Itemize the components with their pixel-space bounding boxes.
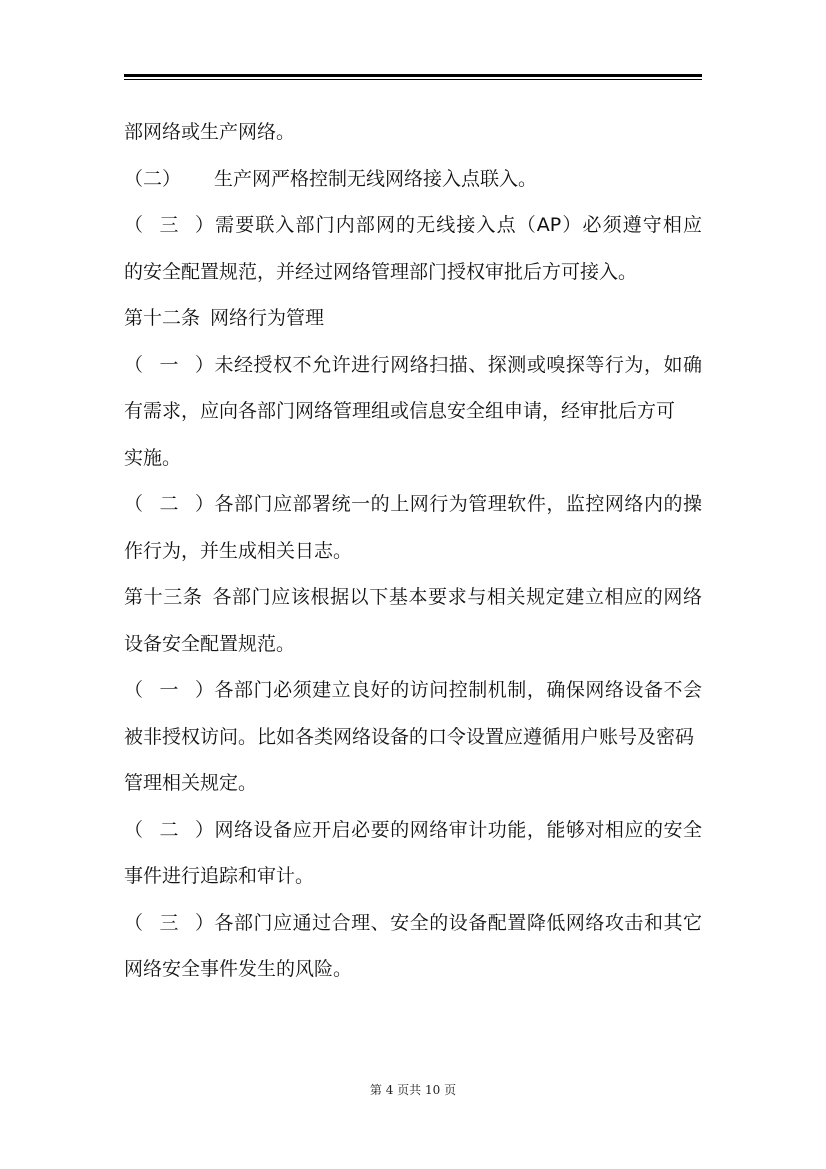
item-number: （一） (124, 353, 214, 376)
article-heading (124, 574, 702, 667)
text-line: 网络安全事件发生的风险。 (124, 958, 353, 980)
text-line: 作行为，并生成相关日志。 (124, 539, 353, 562)
list-item (124, 807, 702, 900)
text-line: 的安全配置规范，并经过网络管理部门授权审批后方可接入。 (124, 260, 638, 283)
paragraph (124, 109, 702, 156)
text-line: 事件进行追踪和审计。 (124, 865, 315, 887)
list-item (124, 481, 702, 574)
text-line: 设备安全配置规范。 (124, 632, 296, 655)
list-item (124, 900, 702, 993)
article-number: 第十二条 (124, 307, 201, 329)
text-line: 各部门应该根据以下基本要求与相关规定建立相应的网络 (212, 586, 702, 608)
list-item (124, 202, 702, 295)
text-line: 实施。 (124, 446, 182, 469)
text-line: 有需求，应向各部门网络管理组或信息安全组申请，经审批后方可 (124, 400, 676, 422)
list-item (124, 156, 702, 203)
text-line: 各部门必须建立良好的访问控制机制，确保网络设备不会 (214, 679, 702, 701)
text-line: 各部门应部署统一的上网行为管理软件，监控网络内的操 (214, 493, 702, 515)
item-number: （三） (124, 214, 214, 236)
text-line: 未经授权不允许进行网络扫描、探测或嗅探等行为，如确 (214, 353, 702, 376)
item-number: （二） (124, 818, 214, 841)
text-line: 被非授权访问。比如各类网络设备的口令设置应遵循用户账号及密码 (124, 725, 695, 748)
text-line: 网络行为管理 (210, 307, 325, 329)
text-line: 需要联入部门内部网的无线接入点（AP）必须遵守相应 (214, 214, 702, 236)
page-footer: 第 4 页共 10 页 (369, 1083, 457, 1097)
text-line: 管理相关规定。 (124, 772, 258, 794)
text-line: 生产网严格控制无线网络接入点联入。 (214, 167, 538, 190)
item-number: （二） (124, 167, 182, 190)
article-heading (124, 295, 702, 342)
text-line: 部网络或生产网络。 (124, 121, 296, 143)
document-body (124, 109, 702, 993)
article-number: 第十三条 (124, 586, 203, 608)
item-number: （一） (124, 679, 214, 701)
header-rule-thick (124, 74, 702, 77)
list-item (124, 667, 702, 807)
item-number: （三） (124, 911, 214, 934)
text-line: 各部门应通过合理、安全的设备配置降低网络攻击和其它 (214, 911, 702, 934)
item-number: （二） (124, 493, 214, 515)
list-item (124, 342, 702, 482)
header-rule-thin (124, 79, 702, 80)
text-line: 网络设备应开启必要的网络审计功能，能够对相应的安全 (214, 818, 702, 841)
